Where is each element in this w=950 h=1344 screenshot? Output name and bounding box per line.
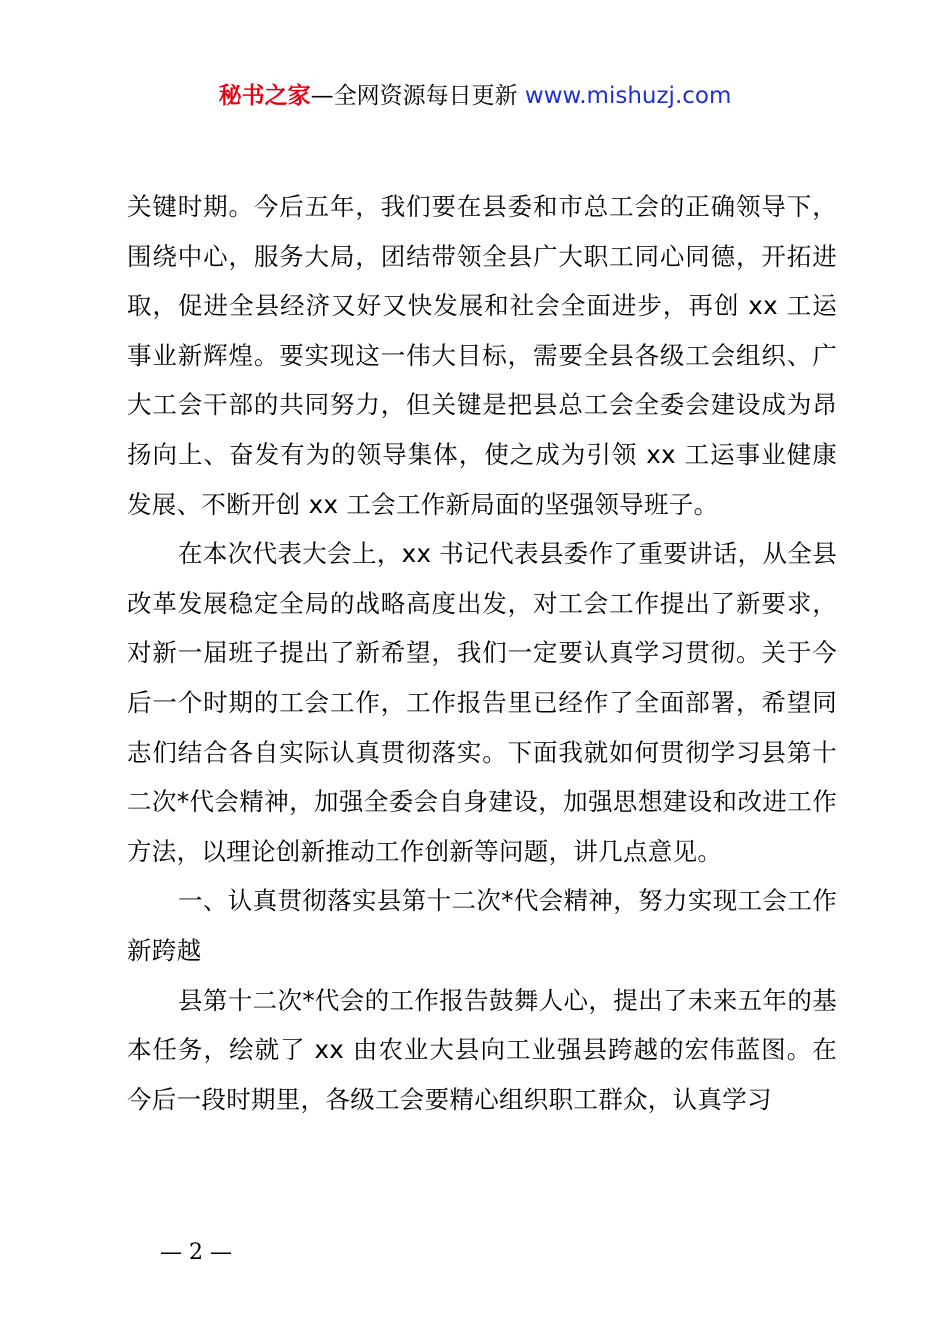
page-number: — 2 — — [160, 1240, 232, 1265]
header-tagline: —全网资源每日更新 — [310, 83, 518, 109]
document-body — [127, 182, 837, 1124]
paragraph-continued: 关键时期。今后五年，我们要在县委和市总工会的正确领导下，围绕中心，服务大局，团结带领全县广大职工同心同德，开拓进取，促进全县经济又好又快发展和社会全面进步，再创 xx 工运事业新辉煌。要实现这一伟大目标，需要全县各级工会组织、广大工会干部的共同努力，但关键是把县总工会全委会建设成为昂扬向上、奋发有为的领导集体，使之成为引领 xx 工运事业健康发展、不断开创 xx 工会工作新局面的坚强领导班子。 — [127, 192, 837, 519]
site-url-link[interactable]: www.mishuzj.com — [524, 83, 732, 109]
paragraph: 在本次代表大会上，xx 书记代表县委作了重要讲话，从全县改革发展稳定全局的战略高度出发，对工会工作提出了新要求，对新一届班子提出了新希望，我们一定要认真学习贯彻。关于今后一个时期的工会工作，工作报告里已经作了全面部署，希望同志们结合各自实际认真贯彻落实。下面我就如何贯彻学习县第十二次*代会精神，加强全委会自身建设，加强思想建设和改进工作方法，以理论创新推动工作创新等问题，讲几点意见。 — [127, 539, 837, 866]
paragraph: 县第十二次*代会的工作报告鼓舞人心，提出了未来五年的基本任务，绘就了 xx 由农业大县向工业强县跨越的宏伟蓝图。在今后一段时期里，各级工会要精心组织职工群众，认真学习 — [127, 985, 837, 1114]
brand-name: 秘书之家 — [218, 83, 311, 109]
site-header — [0, 80, 950, 112]
section-heading: 一、认真贯彻落实县第十二次*代会精神，努力实现工会工作新跨越 — [127, 886, 837, 965]
